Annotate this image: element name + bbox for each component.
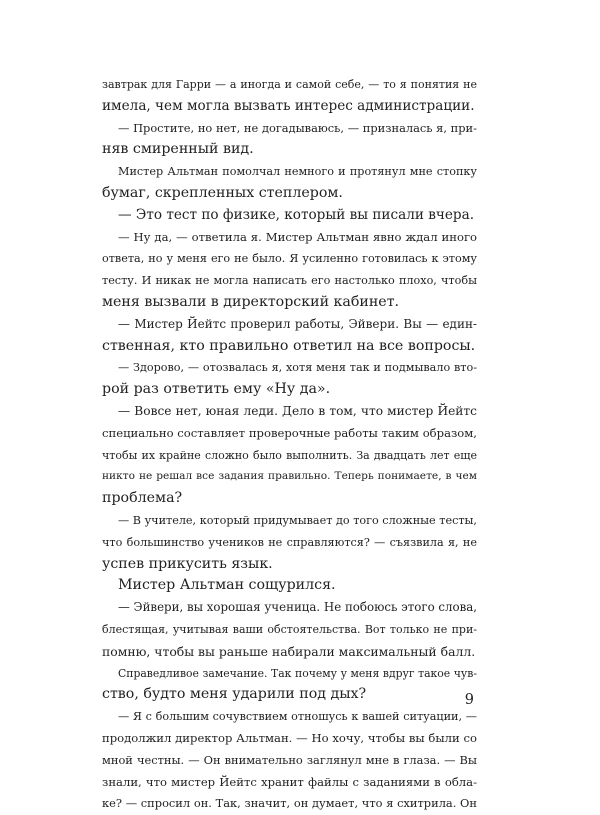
text-line: завтрак для Гарри — а иногда и самой себе, — то я понятия не [102,78,477,91]
text-line: проблема? [102,490,183,507]
text-line: — Простите, но нет, не догадываюсь, — призналась я, при- [118,120,477,135]
page-number: 9 [464,692,474,708]
text-line: — В учителе, который придумывает до того сложные тесты, [118,513,477,527]
text-line: специально составляет проверочные работы таким образом, [102,425,477,440]
text-line: имела, чем могла вызвать интерес администрации. [102,97,475,114]
text-line: меня вызвали в директорский кабинет. [102,293,400,310]
page-text [102,74,477,815]
text-line: мной честны. — Он внимательно заглянул мне в глаза. — Вы [102,752,477,767]
text-line: знали, что мистер Йейтс хранит файлы с заданиями в обла- [102,774,477,789]
text-line: няв смиренный вид. [102,141,254,158]
text-line: — Эйвери, вы хорошая ученица. Не побоюсь этого слова, [118,600,477,615]
text-line: — Ну да, — ответила я. Мистер Альтман явно ждал иного [118,229,477,244]
text-line: продолжил директор Альтман. — Но хочу, чтобы вы были со [102,730,477,745]
text-line: ке? — спросил он. Так, значит, он думает, что я схитрила. Он [102,796,477,811]
text-line: ственная, кто правильно ответил на все вопросы. [102,337,476,354]
text-line: Мистер Альтман помолчал немного и протянул мне стопку [118,165,477,179]
text-line: ответа, но у меня его не было. Я усиленно готовилась к этому [102,252,477,266]
text-line: помню, чтобы вы раньше набирали максимальный балл. [102,643,476,659]
text-line: тесту. И никак не могла написать его настолько плохо, чтобы [102,274,477,288]
text-line: Мистер Альтман сощурился. [118,577,336,594]
text-line: никто не решал все задания правильно. Теперь понимаете, в чем [102,470,477,483]
text-line: что большинство учеников не справляются? — съязвила я, не [102,535,477,549]
text-line: бумаг, скрепленных степлером. [102,184,343,201]
text-line: чтобы их крайне сложно было выполнить. За двадцать лет еще [102,448,477,462]
text-line: — Здорово, — отозвалась я, хотя меня так и подмывало вто- [118,361,477,375]
text-line: рой раз ответить ему «Ну да». [102,381,331,398]
text-line: успев прикусить язык. [102,555,273,572]
text-line: ство, будто меня ударили под дых? [102,686,367,703]
text-line: — Я с большим сочувствием отношусь к вашей ситуации, — [118,710,477,724]
text-line: — Мистер Йейтс проверил работы, Эйвери. Вы — един- [118,316,477,331]
text-line: — Вовсе нет, юная леди. Дело в том, что мистер Йейтс [118,403,477,418]
text-line: — Это тест по физике, который вы писали вчера. [118,206,475,223]
text-line: Справедливое замечание. Так почему у меня вдруг такое чув- [118,666,477,680]
text-line: блестящая, учитывая ваши обстоятельства. Вот только не при- [102,622,477,636]
